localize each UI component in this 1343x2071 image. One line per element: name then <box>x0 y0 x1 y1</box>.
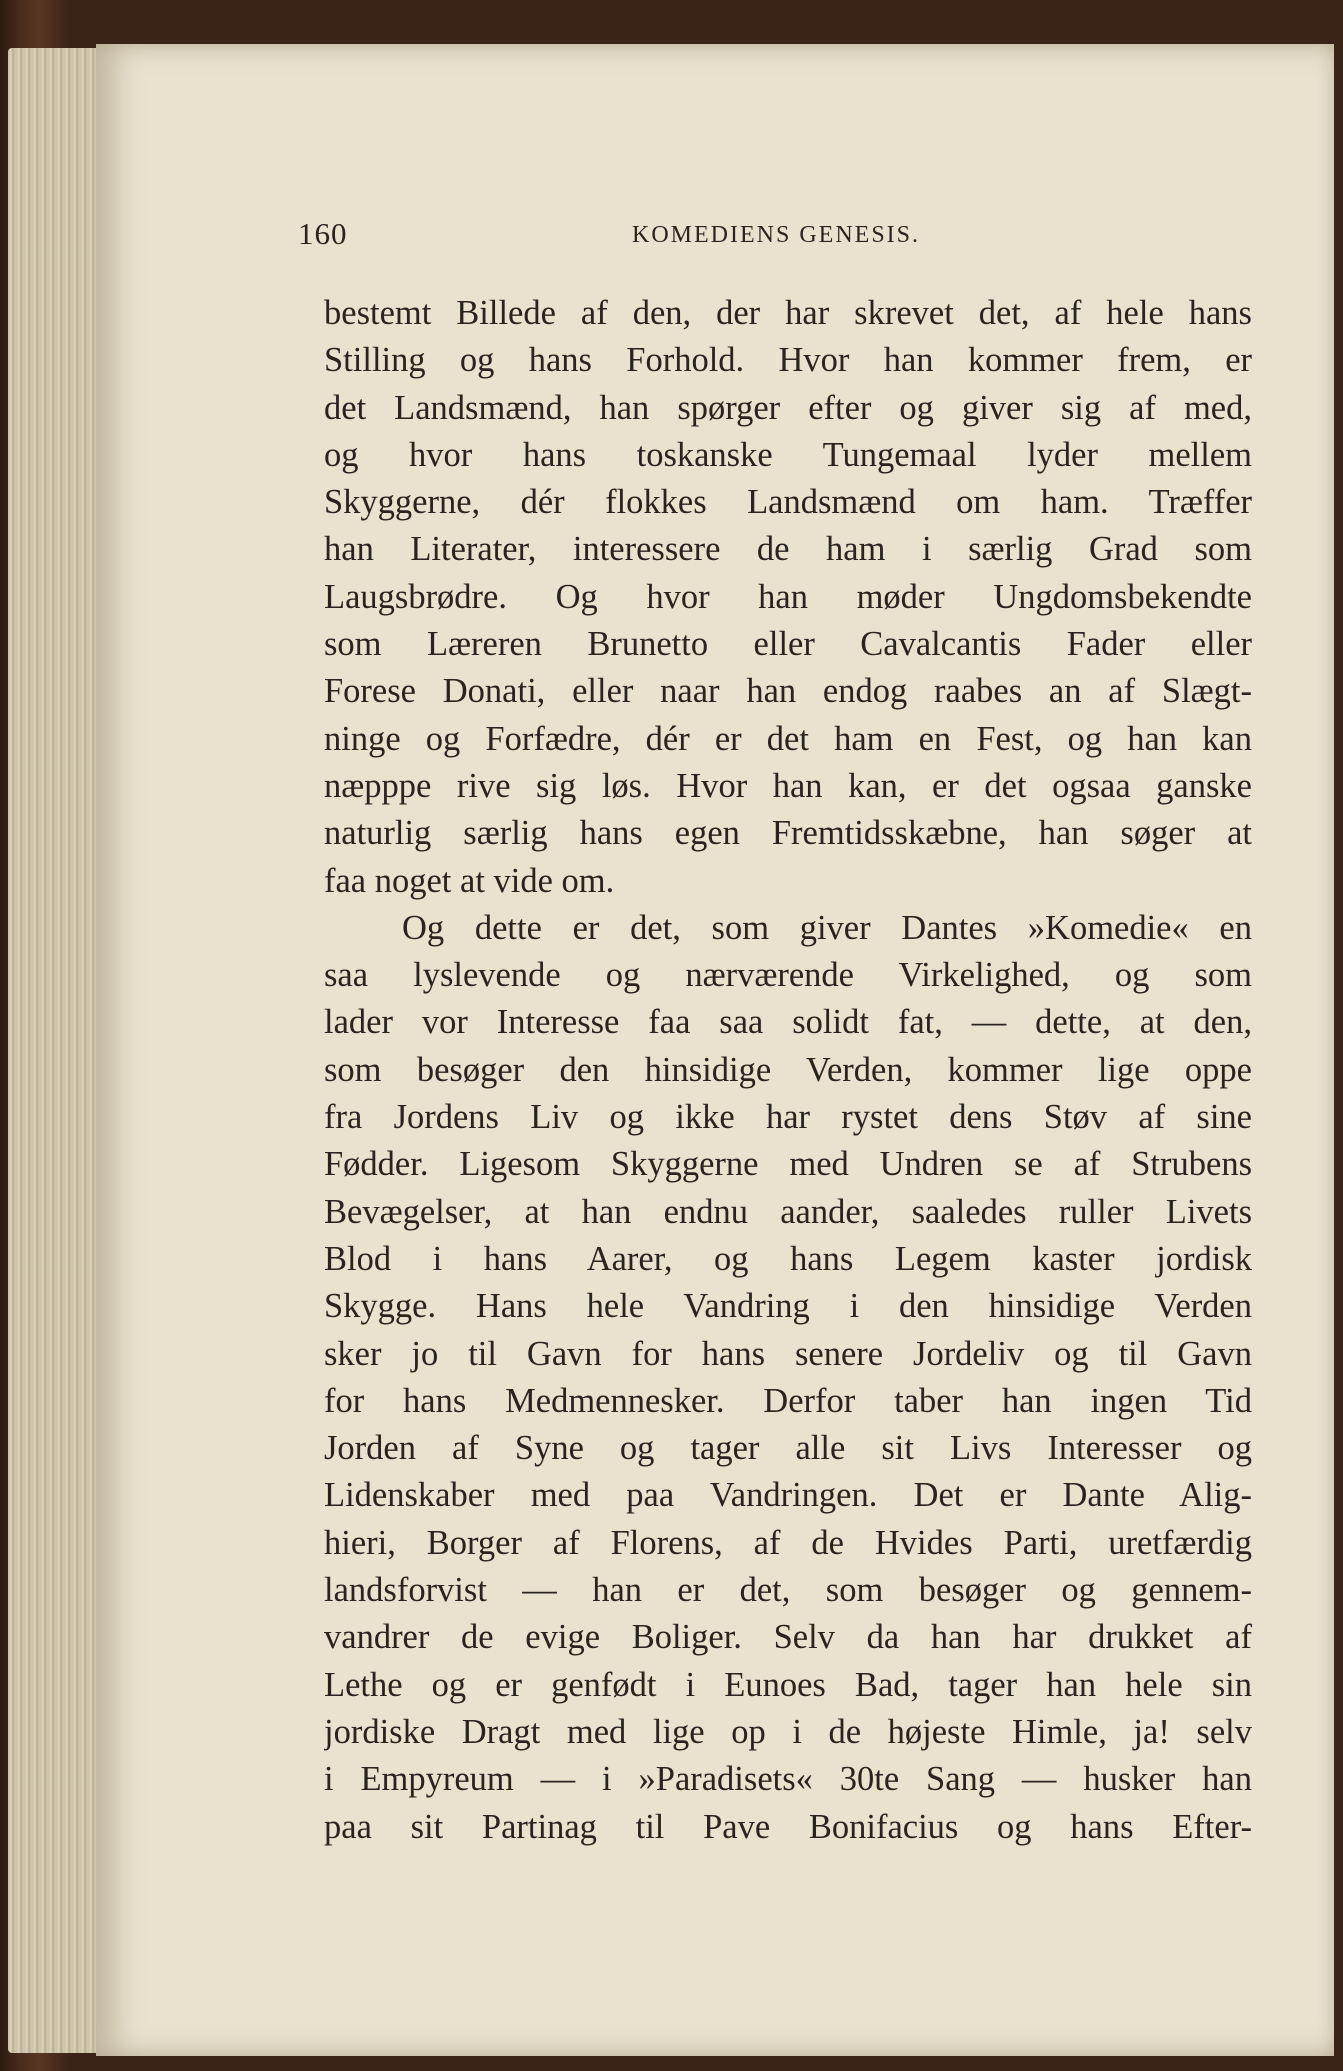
text-line: paa sit Partinag til Pave Bonifacius og hans Efter- <box>324 1807 1252 1846</box>
text-line: som besøger den hinsidige Verden, kommer lige oppe <box>324 1050 1252 1089</box>
text-line: Fødder. Ligesom Skyggerne med Undren se af Strubens <box>324 1145 1252 1184</box>
page-header <box>0 216 1343 256</box>
text-line: fra Jordens Liv og ikke har rystet dens Støv af sine <box>324 1098 1252 1137</box>
text-line: Lidenskaber med paa Vandringen. Det er Dante Alig- <box>324 1476 1252 1515</box>
text-line: naturlig særlig hans egen Fremtidsskæbne, han søger at <box>324 814 1252 853</box>
text-line: han Literater, interessere de ham i særlig Grad som <box>324 530 1252 569</box>
text-line: Skygge. Hans hele Vandring i den hinsidige Verden <box>324 1287 1252 1326</box>
text-line: sker jo til Gavn for hans senere Jordeliv og til Gavn <box>324 1334 1252 1373</box>
body-text <box>324 290 1252 1851</box>
text-line: Skyggerne, dér flokkes Landsmænd om ham. Træffer <box>324 483 1252 522</box>
page-number: 160 <box>298 216 348 251</box>
text-line: Lethe og er genfødt i Eunoes Bad, tager han hele sin <box>324 1665 1252 1704</box>
text-line: bestemt Billede af den, der har skrevet det, af hele hans <box>324 294 1252 332</box>
paragraph-last-line: faa noget at vide om. <box>324 861 615 900</box>
text-line: jordiske Dragt med lige op i de højeste Himle, ja! selv <box>324 1712 1252 1751</box>
paragraph-first-line: Og dette er det, som giver Dantes »Komedie« en <box>402 908 1252 947</box>
text-line: Stilling og hans Forhold. Hvor han kommer frem, er <box>324 341 1252 380</box>
text-line: hieri, Borger af Florens, af de Hvides Parti, uretfærdig <box>324 1523 1252 1562</box>
text-line: Blod i hans Aarer, og hans Legem kaster jordisk <box>324 1239 1252 1278</box>
text-line: for hans Medmennesker. Derfor taber han ingen Tid <box>324 1381 1252 1420</box>
text-line: næpppe rive sig løs. Hvor han kan, er det ogsaa ganske <box>324 766 1252 805</box>
text-line: landsforvist — han er det, som besøger og gennem- <box>324 1571 1252 1610</box>
text-line: i Empyreum — i »Paradisets« 30te Sang — husker han <box>324 1760 1252 1799</box>
running-title: KOMEDIENS GENESIS. <box>632 222 920 248</box>
text-line: det Landsmænd, han spørger efter og giver sig af med, <box>324 388 1252 427</box>
text-line: Forese Donati, eller naar han endog raabes an af Slægt- <box>324 672 1252 711</box>
text-line: Jorden af Syne og tager alle sit Livs Interesser og <box>324 1429 1252 1468</box>
text-line: lader vor Interesse faa saa solidt fat, — dette, at den, <box>324 1003 1252 1042</box>
text-line: og hvor hans toskanske Tungemaal lyder mellem <box>324 435 1252 474</box>
text-line: som Læreren Brunetto eller Cavalcantis Fader eller <box>324 625 1252 664</box>
text-line: saa lyslevende og nærværende Virkelighed, og som <box>324 956 1252 995</box>
text-line: Laugsbrødre. Og hvor han møder Ungdomsbekendte <box>324 577 1252 616</box>
text-line: Bevægelser, at han endnu aander, saaledes ruller Livets <box>324 1192 1252 1231</box>
text-line: vandrer de evige Boliger. Selv da han har drukket af <box>324 1618 1252 1657</box>
text-line: ninge og Forfædre, dér er det ham en Fest, og han kan <box>324 719 1252 758</box>
